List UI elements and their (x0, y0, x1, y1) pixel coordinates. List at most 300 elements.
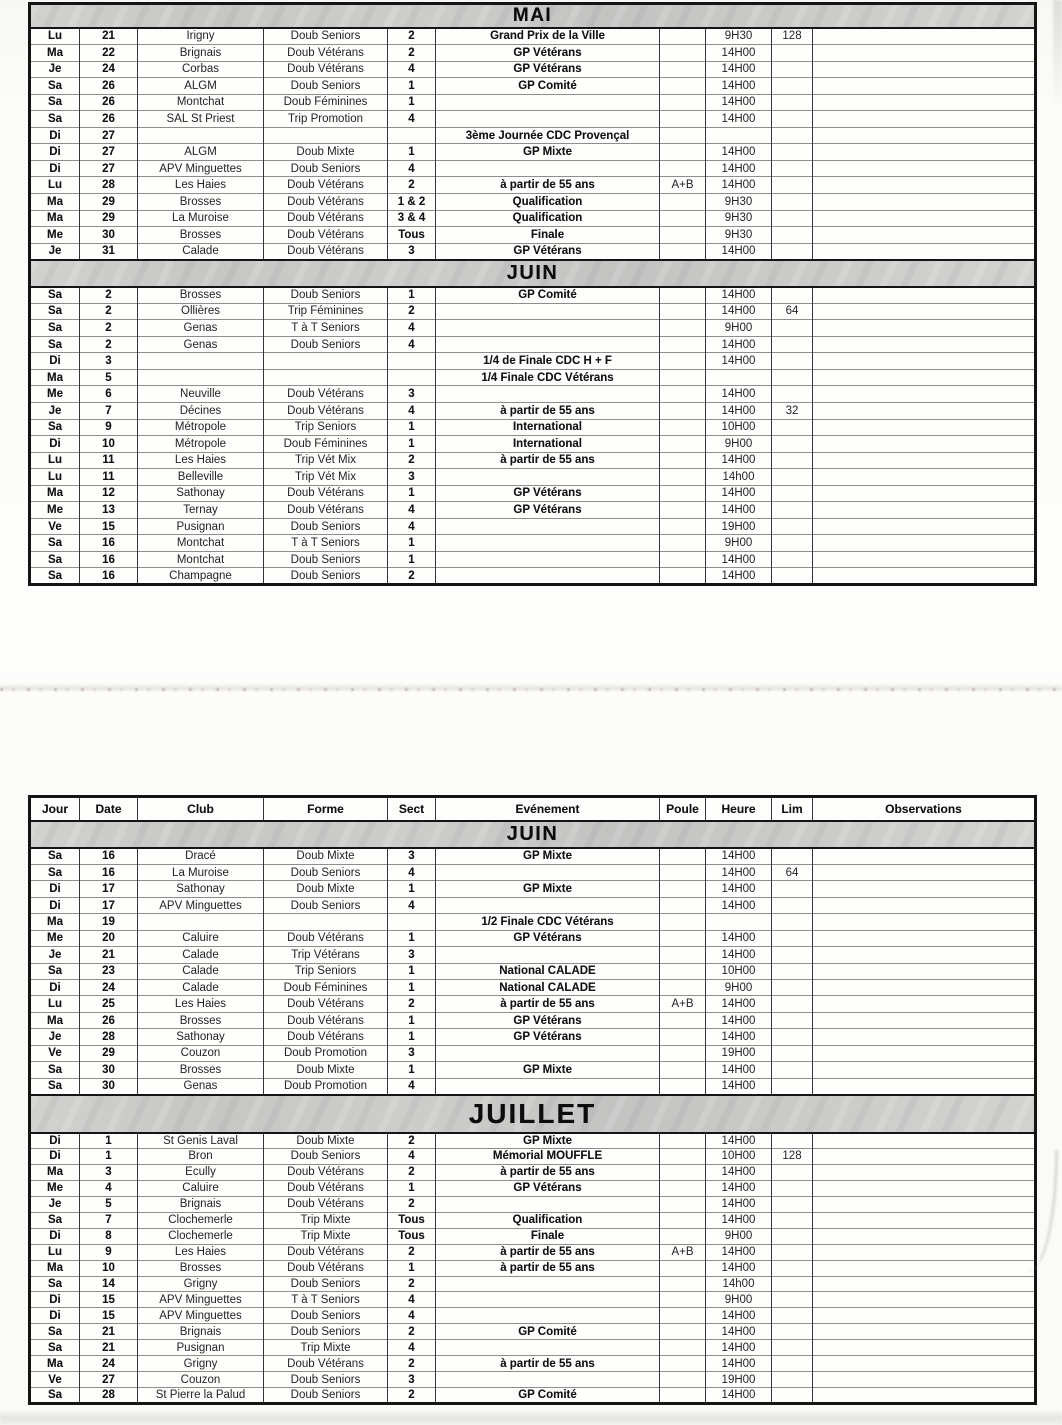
cell-club: APV Minguettes (138, 1292, 264, 1308)
cell-observations (813, 1149, 1036, 1165)
cell-forme: Trip Féminines (264, 303, 388, 320)
cell-observations (813, 28, 1036, 45)
cell-lim (772, 111, 813, 128)
cell-heure: 14H00 (706, 1029, 772, 1045)
cell-lim: 128 (772, 28, 813, 45)
cell-evenement: 3ème Journée CDC Provençal (436, 127, 660, 144)
cell-sect: 1 (388, 485, 436, 502)
cell-poule (660, 1276, 706, 1292)
event-row (30, 177, 1036, 194)
cell-heure: 14H00 (706, 1244, 772, 1260)
cell-club: Genas (138, 336, 264, 353)
cell-lim (772, 1260, 813, 1276)
event-row (30, 1260, 1036, 1276)
cell-date: 26 (80, 111, 138, 128)
cell-evenement (436, 518, 660, 535)
cell-lim (772, 210, 813, 227)
cell-date: 4 (80, 1180, 138, 1196)
cell-jour: Ma (30, 369, 80, 386)
cell-poule (660, 1260, 706, 1276)
event-row (30, 61, 1036, 78)
column-header-lim: Lim (772, 797, 813, 822)
event-row (30, 1372, 1036, 1388)
cell-observations (813, 61, 1036, 78)
scan-bottom-shadow (0, 1409, 1062, 1425)
event-row (30, 1228, 1036, 1244)
cell-evenement: International (436, 436, 660, 453)
cell-date: 29 (80, 1045, 138, 1061)
event-row (30, 502, 1036, 519)
cell-evenement: GP Vétérans (436, 243, 660, 260)
cell-date: 16 (80, 535, 138, 552)
cell-lim (772, 502, 813, 519)
cell-club: Calade (138, 980, 264, 996)
cell-lim: 32 (772, 402, 813, 419)
cell-poule (660, 1045, 706, 1061)
cell-club: Brignais (138, 1324, 264, 1340)
event-row (30, 127, 1036, 144)
cell-club: Calade (138, 963, 264, 979)
cell-sect: 1 (388, 1062, 436, 1078)
cell-heure: 14H00 (706, 243, 772, 260)
cell-sect: 4 (388, 1078, 436, 1094)
cell-club: Calade (138, 243, 264, 260)
cell-jour: Sa (30, 1340, 80, 1356)
cell-forme: Trip Promotion (264, 111, 388, 128)
cell-heure: 10H00 (706, 963, 772, 979)
cell-sect: 1 & 2 (388, 193, 436, 210)
event-row (30, 94, 1036, 111)
cell-forme: Doub Vétérans (264, 177, 388, 194)
cell-club: Genas (138, 1078, 264, 1094)
cell-heure: 14H00 (706, 897, 772, 913)
cell-heure: 14H00 (706, 1356, 772, 1372)
cell-forme: Doub Vétérans (264, 1164, 388, 1180)
cell-poule (660, 980, 706, 996)
cell-evenement (436, 897, 660, 913)
cell-poule (660, 518, 706, 535)
cell-jour: Sa (30, 78, 80, 95)
cell-sect: 4 (388, 1292, 436, 1308)
cell-forme: Doub Seniors (264, 28, 388, 45)
cell-heure: 19H00 (706, 1372, 772, 1388)
event-row (30, 144, 1036, 161)
column-header-observations: Observations (813, 797, 1036, 822)
event-row (30, 336, 1036, 353)
cell-lim (772, 551, 813, 568)
cell-poule (660, 1164, 706, 1180)
cell-club (138, 914, 264, 930)
cell-poule (660, 45, 706, 62)
event-row (30, 303, 1036, 320)
cell-sect: 4 (388, 502, 436, 519)
cell-forme: Trip Vét Mix (264, 469, 388, 486)
cell-poule (660, 369, 706, 386)
cell-sect: 2 (388, 1244, 436, 1260)
cell-club: SAL St Priest (138, 111, 264, 128)
cell-lim (772, 78, 813, 95)
cell-date: 24 (80, 61, 138, 78)
event-row (30, 1133, 1036, 1149)
cell-sect: 1 (388, 1260, 436, 1276)
cell-heure: 14H00 (706, 402, 772, 419)
cell-jour: Sa (30, 963, 80, 979)
cell-heure: 14H00 (706, 1388, 772, 1404)
cell-heure: 14H00 (706, 160, 772, 177)
cell-club: Montchat (138, 535, 264, 552)
cell-poule (660, 1078, 706, 1094)
cell-heure: 14H00 (706, 568, 772, 585)
cell-poule (660, 551, 706, 568)
scan-crease-artifact (0, 683, 1062, 695)
event-row (30, 947, 1036, 963)
cell-club: Ollières (138, 303, 264, 320)
event-row (30, 930, 1036, 946)
cell-jour: Ma (30, 1164, 80, 1180)
cell-lim (772, 1372, 813, 1388)
cell-club: Montchat (138, 551, 264, 568)
cell-sect: 4 (388, 864, 436, 880)
cell-evenement (436, 1276, 660, 1292)
cell-jour: Ve (30, 518, 80, 535)
cell-evenement (436, 469, 660, 486)
cell-heure: 14H00 (706, 45, 772, 62)
cell-lim (772, 452, 813, 469)
cell-observations (813, 227, 1036, 244)
cell-date: 3 (80, 1164, 138, 1180)
cell-club: Sathonay (138, 881, 264, 897)
cell-evenement: GP Vétérans (436, 502, 660, 519)
cell-lim (772, 1133, 813, 1149)
cell-lim (772, 1196, 813, 1212)
cell-heure: 9H30 (706, 210, 772, 227)
cell-club: Sathonay (138, 1029, 264, 1045)
cell-club: Grigny (138, 1356, 264, 1372)
event-row (30, 369, 1036, 386)
cell-club: Brosses (138, 1012, 264, 1028)
event-row (30, 1276, 1036, 1292)
cell-poule (660, 336, 706, 353)
cell-heure: 14H00 (706, 336, 772, 353)
cell-poule (660, 535, 706, 552)
cell-lim (772, 419, 813, 436)
cell-heure: 14H00 (706, 848, 772, 864)
cell-forme: Doub Mixte (264, 144, 388, 161)
cell-observations (813, 243, 1036, 260)
month-banner-row (30, 1095, 1036, 1133)
cell-observations (813, 1212, 1036, 1228)
cell-date: 9 (80, 419, 138, 436)
event-row (30, 1324, 1036, 1340)
cell-forme: Doub Seniors (264, 160, 388, 177)
cell-observations (813, 336, 1036, 353)
cell-heure: 14H00 (706, 1180, 772, 1196)
cell-sect: 2 (388, 177, 436, 194)
cell-lim (772, 1244, 813, 1260)
cell-date: 30 (80, 1062, 138, 1078)
cell-date: 8 (80, 1228, 138, 1244)
cell-sect (388, 914, 436, 930)
cell-jour: Ma (30, 210, 80, 227)
month-section-mai (30, 4, 1036, 260)
cell-evenement: Grand Prix de la Ville (436, 28, 660, 45)
cell-lim (772, 568, 813, 585)
cell-lim (772, 1324, 813, 1340)
cell-jour: Ma (30, 45, 80, 62)
cell-evenement (436, 303, 660, 320)
cell-sect: 4 (388, 1308, 436, 1324)
cell-club: Métropole (138, 436, 264, 453)
cell-club: Clochemerle (138, 1228, 264, 1244)
cell-sect: 2 (388, 996, 436, 1012)
cell-forme: Doub Seniors (264, 78, 388, 95)
cell-observations (813, 127, 1036, 144)
cell-evenement: GP Mixte (436, 1062, 660, 1078)
cell-observations (813, 78, 1036, 95)
cell-heure: 14H00 (706, 1062, 772, 1078)
event-row (30, 1308, 1036, 1324)
cell-evenement: GP Vétérans (436, 1180, 660, 1196)
event-row (30, 1180, 1036, 1196)
cell-evenement (436, 386, 660, 403)
cell-date: 23 (80, 963, 138, 979)
cell-sect: Tous (388, 227, 436, 244)
cell-date: 11 (80, 469, 138, 486)
cell-forme: Doub Seniors (264, 336, 388, 353)
cell-observations (813, 963, 1036, 979)
cell-jour: Di (30, 1133, 80, 1149)
cell-observations (813, 1356, 1036, 1372)
cell-evenement: GP Comité (436, 1324, 660, 1340)
cell-heure: 9H00 (706, 980, 772, 996)
cell-club: Calade (138, 947, 264, 963)
cell-date: 28 (80, 177, 138, 194)
cell-club: Pusignan (138, 518, 264, 535)
cell-heure: 14H00 (706, 303, 772, 320)
cell-heure: 14H00 (706, 1078, 772, 1094)
event-row (30, 1356, 1036, 1372)
cell-evenement: GP Comité (436, 1388, 660, 1404)
cell-poule (660, 1212, 706, 1228)
cell-evenement (436, 1372, 660, 1388)
cell-lim (772, 897, 813, 913)
event-row (30, 914, 1036, 930)
cell-date: 26 (80, 78, 138, 95)
cell-lim (772, 1308, 813, 1324)
cell-forme: Doub Mixte (264, 1062, 388, 1078)
cell-lim (772, 848, 813, 864)
cell-jour: Lu (30, 452, 80, 469)
cell-evenement (436, 336, 660, 353)
cell-poule (660, 930, 706, 946)
cell-evenement: à partir de 55 ans (436, 996, 660, 1012)
event-row (30, 210, 1036, 227)
cell-date: 21 (80, 947, 138, 963)
cell-jour: Ma (30, 1012, 80, 1028)
cell-club: Irigny (138, 28, 264, 45)
cell-lim (772, 160, 813, 177)
event-row (30, 402, 1036, 419)
cell-forme: Doub Vétérans (264, 1356, 388, 1372)
cell-jour: Sa (30, 1388, 80, 1404)
cell-evenement: 1/4 Finale CDC Vétérans (436, 369, 660, 386)
cell-jour: Je (30, 61, 80, 78)
event-row (30, 485, 1036, 502)
month-banner-juillet: JUILLET (30, 1095, 1036, 1133)
cell-poule: A+B (660, 996, 706, 1012)
event-row (30, 1062, 1036, 1078)
cell-jour: Sa (30, 303, 80, 320)
cell-evenement: à partir de 55 ans (436, 1244, 660, 1260)
cell-lim (772, 518, 813, 535)
cell-poule (660, 320, 706, 337)
cell-forme: Doub Vétérans (264, 1196, 388, 1212)
cell-observations (813, 303, 1036, 320)
cell-evenement: Finale (436, 1228, 660, 1244)
cell-lim (772, 436, 813, 453)
event-row (30, 160, 1036, 177)
cell-observations (813, 848, 1036, 864)
cell-evenement (436, 947, 660, 963)
cell-lim (772, 353, 813, 370)
cell-forme: Doub Mixte (264, 881, 388, 897)
cell-evenement: 1/2 Finale CDC Vétérans (436, 914, 660, 930)
cell-club: Corbas (138, 61, 264, 78)
cell-date: 2 (80, 336, 138, 353)
cell-club: Montchat (138, 94, 264, 111)
cell-date: 17 (80, 897, 138, 913)
cell-observations (813, 485, 1036, 502)
cell-date: 15 (80, 1308, 138, 1324)
cell-observations (813, 469, 1036, 486)
cell-evenement (436, 1196, 660, 1212)
cell-club: Belleville (138, 469, 264, 486)
cell-lim (772, 320, 813, 337)
cell-club: Pusignan (138, 1340, 264, 1356)
cell-heure: 9H30 (706, 28, 772, 45)
cell-observations (813, 551, 1036, 568)
cell-lim (772, 45, 813, 62)
cell-poule (660, 568, 706, 585)
cell-jour: Ma (30, 193, 80, 210)
cell-date: 22 (80, 45, 138, 62)
cell-lim (772, 1356, 813, 1372)
cell-poule (660, 1308, 706, 1324)
cell-lim (772, 881, 813, 897)
cell-heure: 14H00 (706, 78, 772, 95)
cell-evenement: Qualification (436, 193, 660, 210)
cell-evenement (436, 1045, 660, 1061)
cell-jour: Sa (30, 535, 80, 552)
event-row (30, 193, 1036, 210)
cell-heure: 14H00 (706, 947, 772, 963)
cell-forme: Doub Vétérans (264, 485, 388, 502)
cell-lim (772, 287, 813, 304)
cell-observations (813, 160, 1036, 177)
cell-date: 15 (80, 518, 138, 535)
cell-heure: 14H00 (706, 1164, 772, 1180)
cell-observations (813, 210, 1036, 227)
cell-poule (660, 1372, 706, 1388)
cell-forme: Doub Féminines (264, 94, 388, 111)
cell-poule (660, 452, 706, 469)
cell-poule (660, 127, 706, 144)
cell-date: 20 (80, 930, 138, 946)
cell-club: Bron (138, 1149, 264, 1165)
cell-observations (813, 897, 1036, 913)
cell-evenement: GP Vétérans (436, 61, 660, 78)
cell-club: Les Haies (138, 177, 264, 194)
cell-poule (660, 111, 706, 128)
cell-sect: 1 (388, 287, 436, 304)
cell-observations (813, 402, 1036, 419)
cell-club: Ternay (138, 502, 264, 519)
cell-forme: T à T Seniors (264, 1292, 388, 1308)
cell-poule (660, 1356, 706, 1372)
cell-observations (813, 369, 1036, 386)
cell-jour: Je (30, 1196, 80, 1212)
cell-club: Brignais (138, 1196, 264, 1212)
cell-club: Sathonay (138, 485, 264, 502)
cell-date: 6 (80, 386, 138, 403)
cell-poule (660, 78, 706, 95)
cell-jour: Sa (30, 320, 80, 337)
column-header-heure: Heure (706, 797, 772, 822)
cell-forme: Doub Seniors (264, 1388, 388, 1404)
cell-jour: Ma (30, 1356, 80, 1372)
cell-date: 11 (80, 452, 138, 469)
cell-date: 17 (80, 881, 138, 897)
cell-sect: 1 (388, 1029, 436, 1045)
cell-jour: Ma (30, 1260, 80, 1276)
event-row (30, 320, 1036, 337)
cell-poule (660, 353, 706, 370)
cell-evenement: à partir de 55 ans (436, 1260, 660, 1276)
cell-lim (772, 1212, 813, 1228)
cell-forme: Doub Vétérans (264, 193, 388, 210)
cell-poule (660, 1029, 706, 1045)
cell-jour: Di (30, 160, 80, 177)
cell-observations (813, 1012, 1036, 1028)
event-row (30, 1029, 1036, 1045)
cell-poule (660, 436, 706, 453)
cell-heure: 9H00 (706, 1292, 772, 1308)
column-header-row (30, 797, 1036, 822)
cell-forme: Doub Vétérans (264, 227, 388, 244)
cell-observations (813, 287, 1036, 304)
event-row (30, 419, 1036, 436)
cell-sect: 4 (388, 518, 436, 535)
cell-evenement: GP Vétérans (436, 485, 660, 502)
cell-forme: Doub Vétérans (264, 996, 388, 1012)
cell-poule (660, 1149, 706, 1165)
cell-date: 10 (80, 436, 138, 453)
cell-lim (772, 1340, 813, 1356)
event-row (30, 1045, 1036, 1061)
cell-forme: Doub Vétérans (264, 1260, 388, 1276)
cell-evenement: Mémorial MOUFFLE (436, 1149, 660, 1165)
cell-heure: 19H00 (706, 518, 772, 535)
cell-evenement: GP Mixte (436, 1133, 660, 1149)
cell-poule (660, 144, 706, 161)
cell-club: La Muroise (138, 864, 264, 880)
cell-club: Les Haies (138, 1244, 264, 1260)
cell-evenement (436, 1340, 660, 1356)
cell-lim (772, 1045, 813, 1061)
cell-jour: Lu (30, 469, 80, 486)
cell-forme: Doub Seniors (264, 1324, 388, 1340)
event-row (30, 353, 1036, 370)
